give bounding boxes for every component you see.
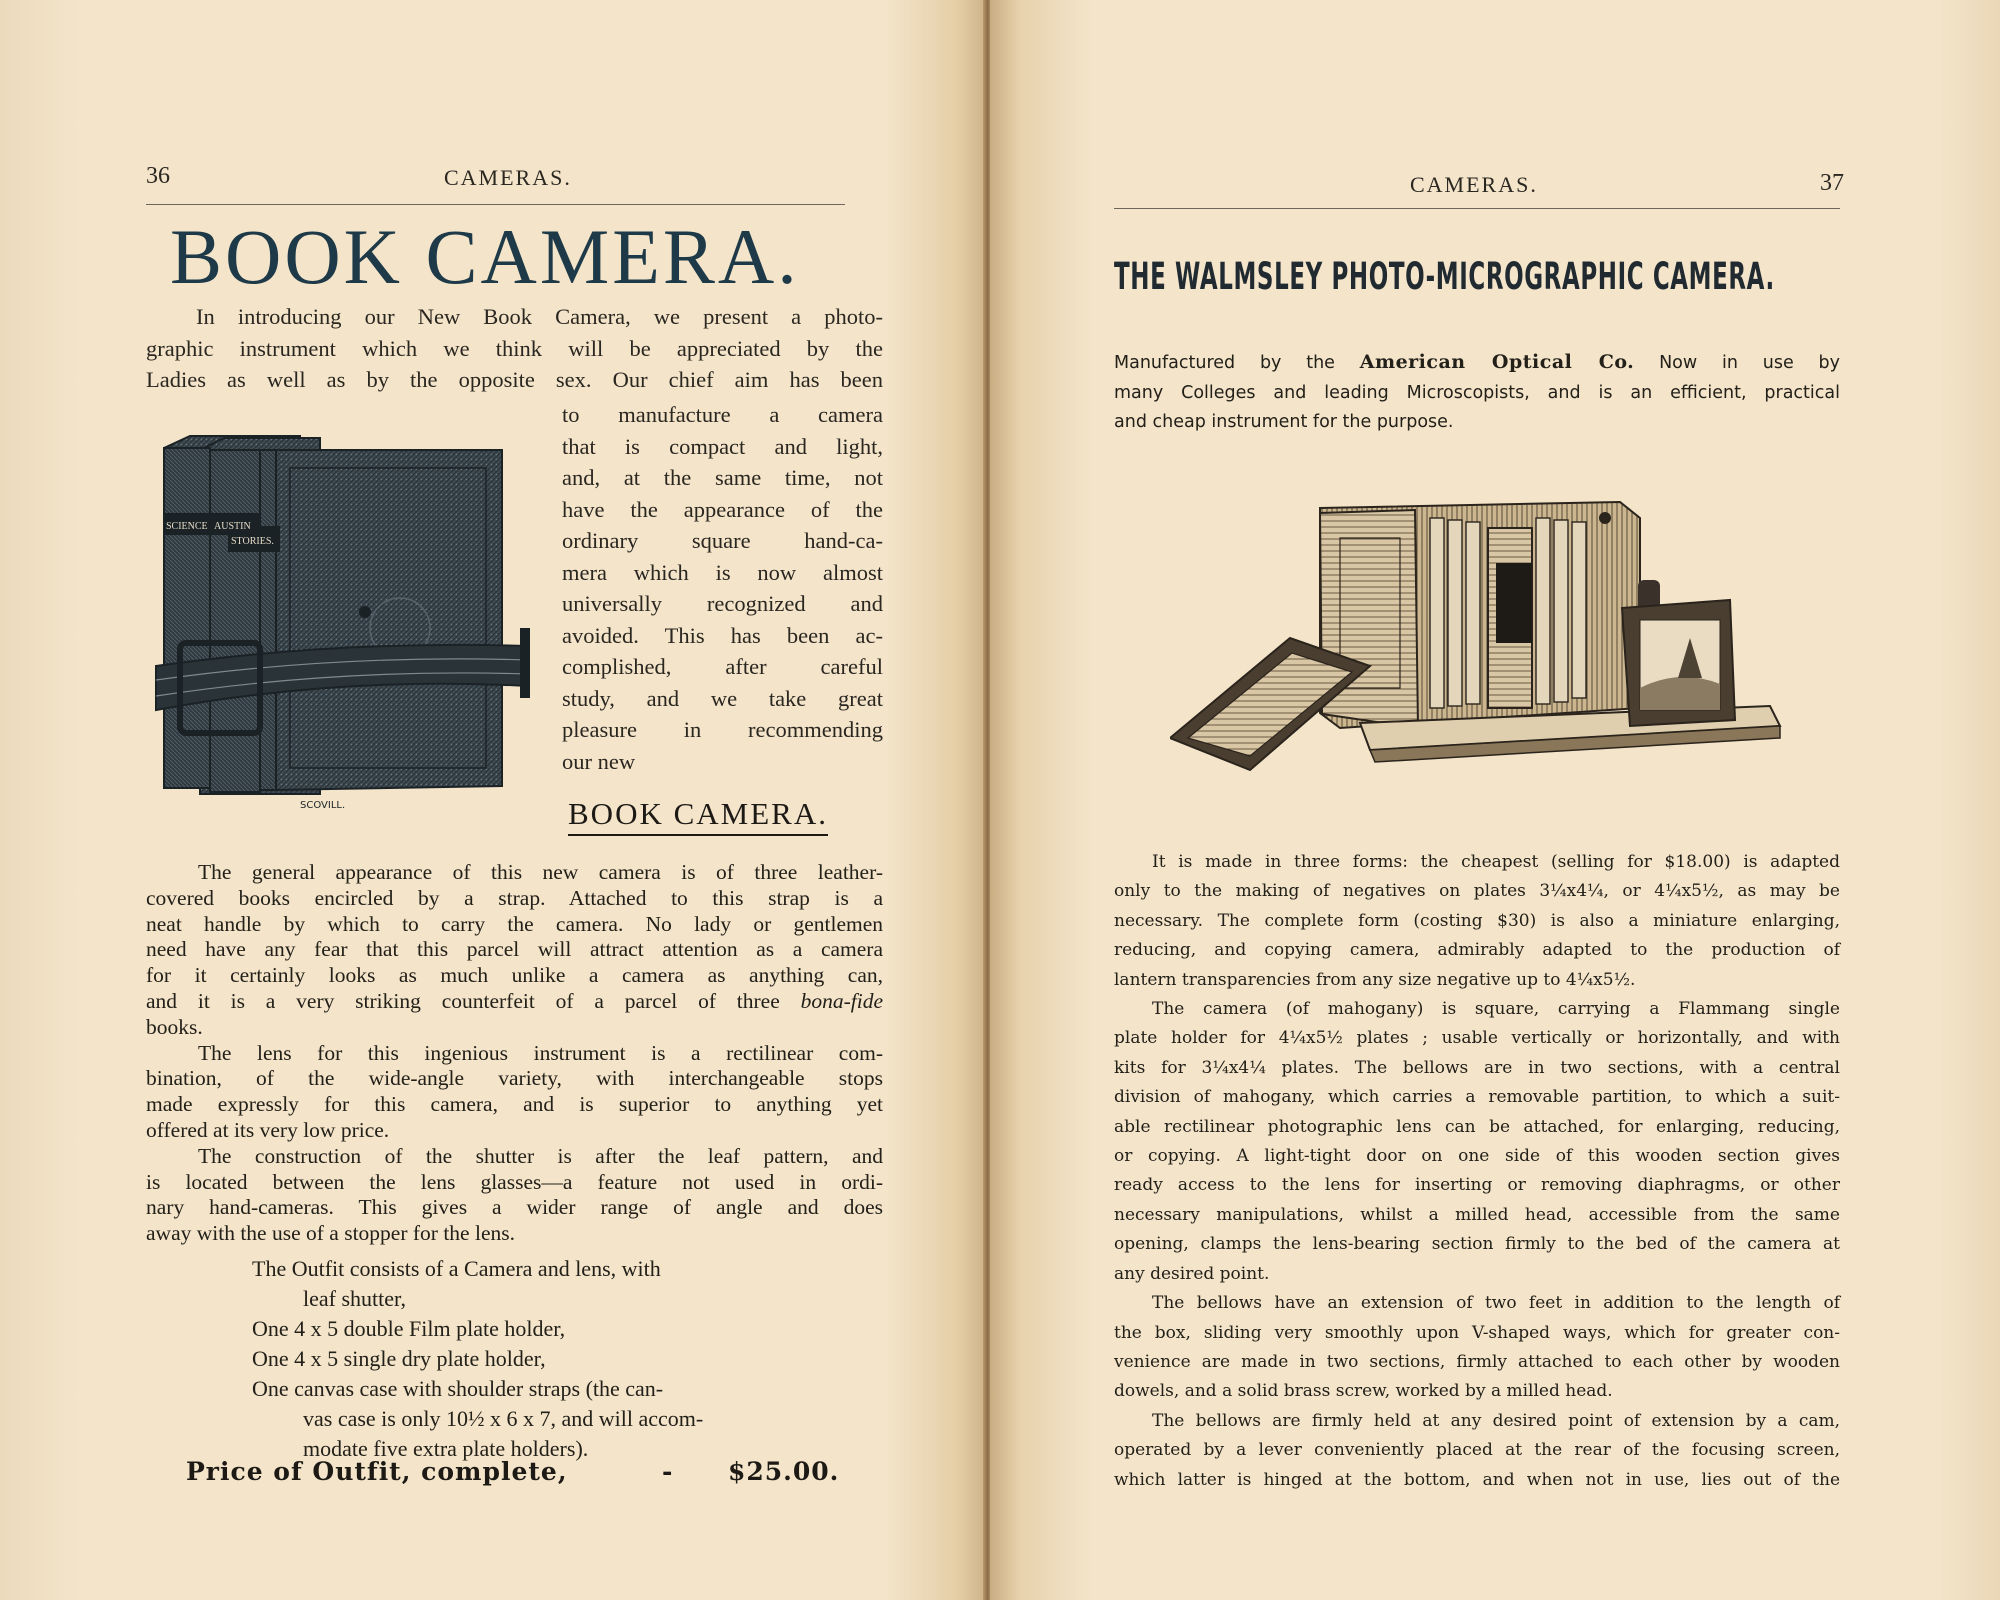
text-line: made expressly for this camera, and is superior to anything yet	[146, 1092, 883, 1117]
running-head: CAMERAS.	[1410, 172, 1538, 197]
text-line: only to the making of negatives on plates 3¼x4¼, or 4¼x5½, as may be	[1114, 881, 1840, 902]
text-line: universally recognized and	[562, 591, 883, 616]
book-camera-illustration	[150, 428, 530, 828]
text-line: lantern transparencies from any size negative up to 4¼x5½.	[1114, 969, 1636, 990]
text-line: study, and we take great	[562, 685, 883, 711]
price-value: $25.00.	[728, 1457, 840, 1486]
text-line: covered books encircled by a strap. Attached to this strap is a	[146, 885, 883, 910]
running-head: CAMERAS.	[444, 165, 572, 190]
outfit-line: modate five extra plate holders).	[303, 1436, 589, 1461]
price-dash: -	[662, 1457, 674, 1486]
text-line: graphic instrument which we think will be appreciated by the	[146, 335, 883, 361]
page-number: 37	[1820, 170, 1844, 196]
text-line-with-company	[1114, 348, 1840, 379]
text-line: books.	[146, 1014, 203, 1039]
text-line-with-italic	[146, 989, 883, 1015]
text-line: division of mahogany, which carries a removable partition, to which a suit-	[1114, 1087, 1840, 1108]
intro-side-column	[562, 399, 883, 777]
text-line: The construction of the shutter is after the leaf pattern, and	[198, 1143, 883, 1168]
text-line: The camera (of mahogany) is square, carrying a Flammang single	[1152, 999, 1840, 1020]
text-line: and cheap instrument for the purpose.	[1114, 412, 1454, 432]
text-fragment: Manufactured by the	[1114, 353, 1335, 373]
text-line: venience are made in two sections, firmly attached to each other by wooden	[1114, 1351, 1840, 1372]
text-line: need have any fear that this parcel will attract attention as a camera	[146, 937, 883, 962]
text-line: any desired point.	[1114, 1263, 1270, 1284]
body-paragraphs	[1114, 848, 1840, 1495]
text-line: is located between the lens glasses—a feature not used in ordi-	[146, 1169, 883, 1194]
text-line: for it certainly looks as much unlike a camera as anything can,	[146, 963, 883, 988]
text-line: away with the use of a stopper for the lens.	[146, 1221, 515, 1246]
text-line: reducing, and copying camera, admirably adapted to the production of	[1114, 940, 1840, 961]
text-line: operated by a lever conveniently placed at the rear of the focusing screen,	[1114, 1440, 1840, 1461]
text-line: plate holder for 4¼x5½ plates ; usable vertically or horizontally, and with	[1114, 1028, 1840, 1049]
text-line: able rectilinear photographic lens can be attached, for enlarging, reducing,	[1114, 1116, 1840, 1137]
spine-label-2: AUSTIN	[214, 521, 251, 532]
outfit-line: One 4 x 5 double Film plate holder,	[252, 1316, 566, 1341]
text-line: The lens for this ingenious instrument is a rectilinear com-	[198, 1040, 883, 1065]
text-line: our new	[562, 748, 636, 774]
text-line: or copying. A light-tight door on one side of this wooden section gives	[1114, 1146, 1840, 1167]
text-line: many Colleges and leading Microscopists, and is an efficient, practical	[1114, 382, 1840, 403]
header-rule	[1114, 208, 1840, 209]
text-line: The bellows have an extension of two feet in addition to the length of	[1152, 1293, 1840, 1314]
italic-phrase: bona-fide	[800, 988, 884, 1013]
text-line: necessary. The complete form (costing $30) is also a miniature enlarging,	[1114, 910, 1840, 931]
text-line: complished, after careful	[562, 654, 883, 679]
text-line: and, at the same time, not	[562, 465, 883, 490]
text-line: which latter is hinged at the bottom, and when not in use, lies out of the	[1114, 1469, 1840, 1490]
spine-label-1: SCIENCE	[166, 521, 208, 532]
text-line: to manufacture a camera	[562, 402, 883, 427]
text-line: ready access to the lens for inserting or removing diaphragms, or other	[1114, 1175, 1840, 1196]
intro-paragraph	[146, 301, 883, 396]
text-line: the box, sliding very smoothly upon V-shaped ways, which for greater con-	[1114, 1322, 1840, 1343]
left-page	[0, 0, 985, 1600]
text-line: that is compact and light,	[562, 433, 883, 459]
outfit-line: One 4 x 5 single dry plate holder,	[252, 1346, 546, 1371]
walmsley-camera-illustration	[1170, 488, 1790, 808]
outfit-line: leaf shutter,	[303, 1286, 406, 1311]
text-line: The general appearance of this new camera is of three leather-	[198, 860, 883, 884]
right-page	[990, 0, 2000, 1600]
text-line: necessary manipulations, whilst a milled head, accessible from the same	[1114, 1204, 1840, 1225]
text-line: The bellows are firmly held at any desired point of extension by a cam,	[1152, 1410, 1840, 1431]
text-line: kits for 3¼x4¼ plates. The bellows are in two sections, with a central	[1114, 1057, 1840, 1078]
body-paragraphs	[146, 860, 883, 1247]
page-title: THE WALMSLEY PHOTO-MICROGRAPHIC CAMERA.	[1114, 255, 1775, 298]
subtitle: BOOK CAMERA.	[568, 796, 828, 836]
spine-label-3: STORIES.	[231, 536, 274, 547]
text-line: Ladies as well as by the opposite sex. Our chief aim has been	[146, 367, 883, 392]
text-line: neat handle by which to carry the camera. No lady or gentlemen	[146, 911, 883, 936]
walmsley-camera-engraving	[1170, 488, 1790, 808]
text-line: avoided. This has been ac-	[562, 622, 883, 648]
text-line: bination, of the wide-angle variety, with interchangeable stops	[146, 1066, 883, 1091]
text-line: opening, clamps the lens-bearing section firmly to the bed of the camera at	[1114, 1234, 1840, 1255]
text-line: offered at its very low price.	[146, 1117, 390, 1142]
text-fragment: and it is a very striking counterfeit of a parcel of three	[146, 988, 780, 1013]
text-line: have the appearance of the	[562, 496, 883, 522]
outfit-list	[252, 1254, 703, 1464]
text-line: mera which is now almost	[562, 559, 883, 585]
text-line: ordinary square hand-ca-	[562, 528, 883, 553]
text-fragment: Now in use by	[1659, 353, 1840, 373]
header-rule	[146, 204, 845, 205]
outfit-line: vas case is only 10½ x 6 x 7, and will accom-	[303, 1406, 704, 1431]
price-label: Price of Outfit, complete,	[186, 1457, 568, 1486]
book-camera-engraving	[150, 428, 530, 828]
outfit-line: One canvas case with shoulder straps (the can-	[252, 1376, 664, 1401]
manufacturer-paragraph	[1114, 348, 1840, 438]
page-title: BOOK CAMERA.	[170, 213, 800, 300]
text-line: In introducing our New Book Camera, we present a photo-	[196, 304, 883, 329]
company-name: American Optical Co.	[1359, 351, 1635, 373]
text-line: It is made in three forms: the cheapest (selling for $18.00) is adapted	[1152, 852, 1840, 872]
outfit-line: The Outfit consists of a Camera and lens, with	[252, 1256, 661, 1281]
engraver-mark: SCOVILL.	[300, 800, 346, 811]
page-number: 36	[146, 163, 170, 189]
text-line: dowels, and a solid brass screw, worked by a milled head.	[1114, 1381, 1613, 1402]
text-line: nary hand-cameras. This gives a wider range of angle and does	[146, 1195, 883, 1220]
text-line: pleasure in recommending	[562, 717, 883, 742]
